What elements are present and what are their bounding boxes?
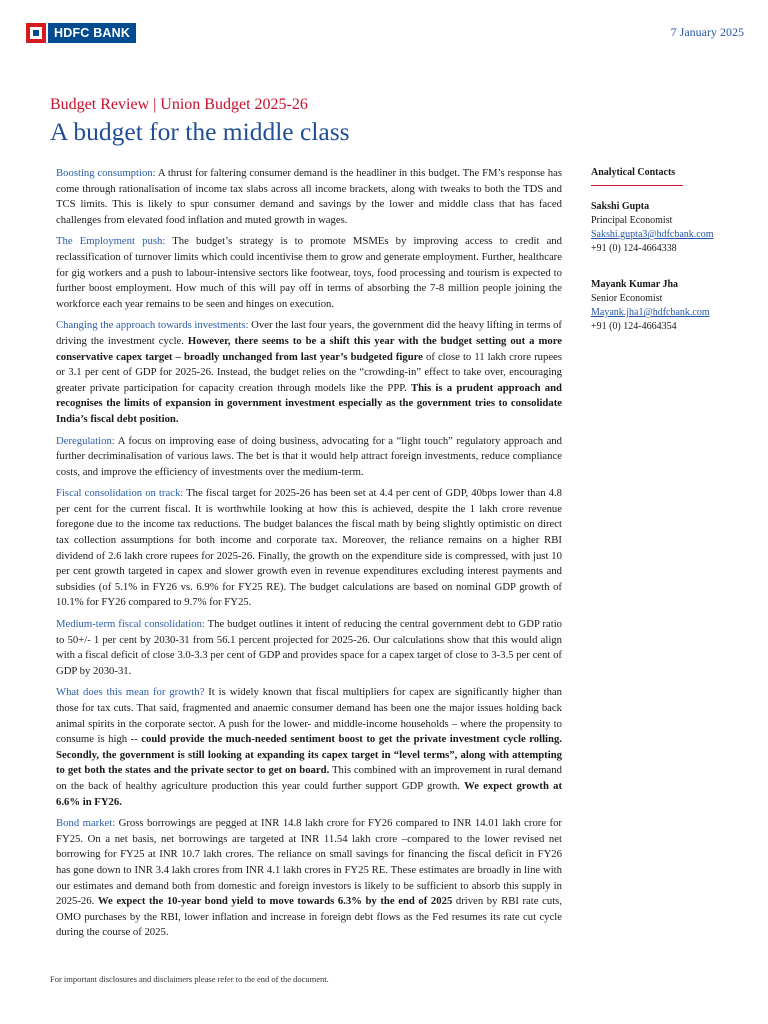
contact-role: Principal Economist — [591, 215, 673, 226]
paragraph-body: The budget outlines it intent of reducing the central government debt to GDP ratio to 50+/- 1 per cent by 2030-31 from 56.1 percent projected for 2025-26. Our calculations show that this would align with a fiscal deficit of close 3.0-3.3 per cent of GDP and provides space for a capex target of close to 3-3.5 per cent of GDP by 2030-31. — [56, 618, 563, 677]
contact-email-link[interactable]: Mayank.jha1@hdfcbank.com — [591, 307, 710, 318]
paragraph-lead: The Employment push: — [56, 235, 166, 248]
paragraph-body: of close to 11 lakh crore rupees or 3.1 per cent of GDP for 2025-26. Instead, the budget relies on the “crowding-in” effect to take over, encouraging greater private participation for capacity creation through models like the PPP. — [56, 350, 562, 394]
paragraph-body: A focus on improving ease of doing business, advocating for a “light touch” regulatory approach and further decriminalisation of various laws. The bet is that it would help attract foreign investments, reduce compliance costs, and improve the efficiency of investments over the medium-term. — [56, 434, 562, 478]
contact-email-link[interactable]: Sakshi.gupta3@hdfcbank.com — [591, 229, 714, 240]
paragraph — [56, 434, 562, 481]
analytical-contacts — [591, 166, 751, 356]
report-kicker: Budget Review | Union Budget 2025-26 — [50, 96, 308, 113]
paragraph-lead: What does this mean for growth? — [56, 686, 205, 699]
paragraph-lead: Changing the approach towards investments: — [56, 319, 249, 332]
paragraph-body: It is widely known that fiscal multipliers for capex are significantly higher than those for tax cuts. That said, fragmented and anaemic consumer demand has been one the major issues holding back animal spirits in the corporate sector. A push for the lower- and middle-income households – where the propensity to consume is high -- — [56, 686, 562, 746]
contact-name: Mayank Kumar Jha — [591, 279, 679, 290]
hdfc-logo — [26, 23, 136, 43]
paragraph — [56, 617, 562, 679]
paragraph — [56, 166, 562, 228]
contact-name: Sakshi Gupta — [591, 201, 650, 212]
paragraph — [56, 486, 562, 611]
main-body — [56, 166, 562, 947]
paragraph — [56, 318, 562, 427]
paragraph-emphasis: However, there seems to be a shift this year with the budget setting out a more conservative capex target – broadly unchanged from last year’s budgeted figure — [56, 334, 562, 363]
paragraph-emphasis: We expect growth at 6.6% in FY26. — [56, 779, 562, 808]
paragraph-body: Gross borrowings are pegged at INR 14.8 lakh crore for FY26 compared to INR 14.01 lakh crore for FY25. On a net basis, net borrowings are targeted at INR 11.54 lakh crore –compared to the lower revised net borrowing for FY25 at INR 10.7 lakh crores. The reliance on small savings for financing the fiscal deficit in FY26 has gone down to INR 3.4 lakh crores from INR 4.1 lakh crores in FY25 RE. These estimates are broadly in line with our estimates and demand both from domestic and foreign investors is likely to be sufficient to absorb this supply in 2025-26. — [56, 817, 562, 908]
paragraph-body: driven by RBI rate cuts, OMO purchases by the RBI, lower inflation and increase in foreign debt flows as the Fed resumes its rate cut cycle during the course of 2025. — [56, 895, 562, 939]
contact-card — [591, 200, 751, 256]
contact-phone: +91 (0) 124-4664354 — [591, 321, 677, 332]
paragraph — [56, 816, 562, 941]
paragraph-body: Over the last four years, the government did the heavy lifting in terms of driving the investment cycle. — [56, 319, 562, 347]
paragraph-lead: Deregulation: — [56, 434, 115, 447]
contact-phone: +91 (0) 124-4664338 — [591, 243, 677, 254]
report-date: 7 January 2025 — [670, 25, 744, 39]
paragraph-emphasis: This is a prudent approach and recognises the limits of expansion in government investment especially as the government tries to consolidate India’s fiscal debt position. — [56, 381, 562, 425]
paragraph-emphasis: could provide the much-needed sentiment boost to get the private investment cycle rolling. Secondly, the government is still looking at expanding its capex target in “level terms”, along with attempting to get both the states and the private sector to get on board. — [56, 733, 562, 777]
contacts-heading: Analytical Contacts — [591, 166, 683, 186]
paragraph-lead: Medium-term fiscal consolidation: — [56, 618, 205, 631]
paragraph — [56, 685, 562, 810]
disclaimer-footer: For important disclosures and disclaimers please refer to the end of the document. — [50, 974, 329, 984]
contact-card — [591, 278, 751, 334]
paragraph-emphasis: We expect the 10-year bond yield to move towards 6.3% by the end of 2025 — [97, 895, 453, 908]
paragraph-body: This combined with an improvement in rural demand on the back of healthy agriculture production this year could further support GDP growth. — [56, 764, 562, 792]
paragraph-body: The fiscal target for 2025-26 has been set at 4.4 per cent of GDP, 40bps lower than 4.8 per cent for the current fiscal. It is worthwhile looking at how this is achieved, despite the 1 lakh crore revenue foregone due to the income tax reductions. The budget balances the fiscal math by being slightly optimistic on direct tax collection assumptions for both income and corporate tax. Moreover, the reliance remains on a higher RBI dividend of 2.6 lakh crore rupees for 2025-26. Finally, the growth on the expenditure side is compressed, with just 10 per cent growth targeted in capex and slower growth even in revenue expenditures excluding interest payments and subsidies (of 5.1% in FY26 vs. 6.9% for FY25 RE). The budget calculations are based on nominal GDP growth of 10.1% for FY26 compared to 9.7% for FY25. — [56, 487, 562, 609]
logo-text: HDFC BANK — [48, 23, 136, 43]
page-title: A budget for the middle class — [50, 117, 350, 146]
paragraph-body: The budget’s strategy is to promote MSMEs by improving access to credit and reclassification of turnover limits which could incentivise them to grow and generate employment. Further, healthcare for gig workers and a push to labour-intensive sectors like footwear, toys, food processing and tourism is expected to further boost employment. How much of this will pay off in terms of absorbing the 7-8 million people joining the workforce each year remains to be seen and hinges on execution. — [56, 235, 562, 310]
paragraph-lead: Bond market: — [56, 817, 116, 830]
hdfc-logo-icon — [26, 23, 46, 43]
contact-role: Senior Economist — [591, 293, 663, 304]
paragraph-body: A thrust for faltering consumer demand is the headliner in this budget. The FM’s response has come through rationalisation of income tax slabs across all income brackets, along with tweaks to both the TDS and TCS limits. This is likely to spur consumer demand and savings by the lower and middle class that has faced challenges from elevated food inflation and muted growth in wages. — [56, 167, 562, 226]
paragraph-lead: Boosting consumption: — [56, 167, 156, 179]
paragraph-lead: Fiscal consolidation on track: — [56, 487, 184, 500]
paragraph — [56, 234, 562, 312]
